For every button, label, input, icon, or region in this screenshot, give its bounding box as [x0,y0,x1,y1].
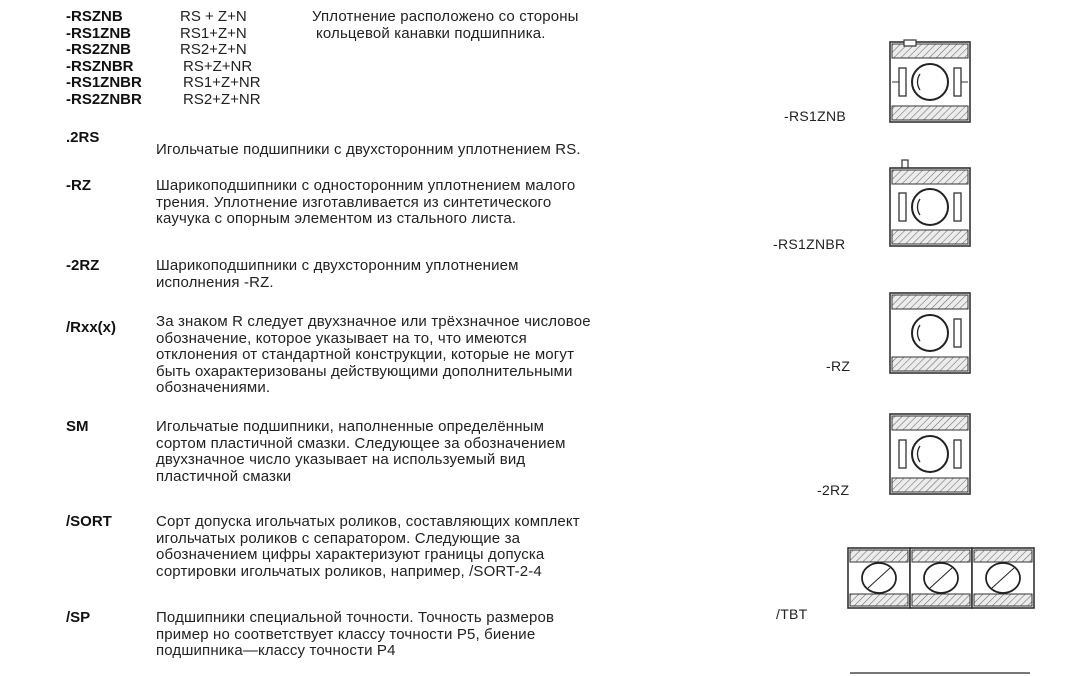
entry-description [156,514,580,580]
figure-caption: -2RZ [817,482,850,498]
entry-line: Игольчатые подшипники, наполненные определённым [156,418,545,435]
figure-caption: -RS1ZNBR [773,236,846,252]
entry-line: Шарикоподшипники с односторонним уплотнением малого [156,177,576,194]
entry-code: /SORT [66,513,112,530]
entry-description [156,178,575,228]
bearing-tbt-icon [848,548,1034,610]
bearing-rs1znb-icon [890,40,970,124]
entry-line: Игольчатые подшипники с двухсторонним уплотнением RS. [156,141,581,158]
bearing-rz-icon [890,293,970,375]
entry-line: пластичной смазки [156,467,292,485]
entry-line: сортировки игольчатых роликов, например, /SORT-2-4 [156,562,542,580]
entry-line: пример но соответствует классу точности P5, биение [156,625,536,643]
entry-code: -2RZ [66,257,100,274]
bearing-2rz-icon [890,414,970,496]
header-description [312,9,579,42]
entry-code: SM [66,418,89,435]
header-mapping: RS2+Z+NR [183,90,261,108]
entry-code: .2RS [66,129,100,146]
header-code: -RSZNBR [66,57,134,75]
entry-line: двухзначное число указывает на используемый вид [156,451,526,468]
entry-description [156,419,566,485]
entry-line: Сорт допуска игольчатых роликов, составляющих комплект [156,513,580,530]
entry-line: Шарикоподшипники с двухсторонним уплотнением [156,257,519,274]
entry-line: подшипника—классу точности P4 [156,642,396,659]
entry-description [156,142,581,159]
entry-line: игольчатых роликов с сепаратором. Следующие за [156,529,521,547]
entry-line: отклонения от стандартной конструкции, которые не могут [156,346,575,363]
header-description-line: Уплотнение расположено со стороны [312,8,579,25]
header-mapping: RS2+Z+N [180,41,247,58]
entry-line: обозначениями. [156,379,271,396]
entry-description [156,258,519,291]
figure-caption: -RZ [826,358,851,374]
entry-description [156,314,591,397]
figure-caption: /TBT [776,606,808,622]
bearing-rs1znbr-icon [890,160,970,248]
divider [850,672,1030,674]
header-code: -RSZNB [66,8,123,25]
entry-line: Подшипники специальной точности. Точность размеров [156,609,555,626]
entry-line: исполнения -RZ. [156,273,274,291]
header-mapping: RS+Z+NR [183,57,253,75]
header-code: -RS2ZNBR [66,90,142,108]
header-mapping: RS1+Z+NR [183,74,261,91]
entry-code: /Rxx(x) [66,319,117,336]
header-mapping: RS + Z+N [180,8,247,25]
entry-line: обозначение, которое указывает на то, что имеются [156,329,527,347]
header-code: -RS2ZNB [66,41,132,58]
figure-caption: -RS1ZNB [784,108,846,124]
header-code: -RS1ZNBR [66,74,142,91]
entry-line: трения. Уплотнение изготавливается из синтетического [156,193,552,211]
header-description-line: кольцевой канавки подшипника. [316,24,546,42]
entry-line: За знаком R следует двухзначное или трёхзначное числовое [156,313,591,330]
header-mapping: RS1+Z+N [180,24,247,42]
entry-line: быть охарактеризованы действующими дополнительными [156,362,573,380]
entry-description [156,610,554,660]
entry-line: сортом пластичной смазки. Следующее за обозначением [156,434,566,452]
header-code: -RS1ZNB [66,24,132,42]
header-mappings [180,9,261,108]
entry-line: каучука с опорным элементом из стального листа. [156,210,517,227]
entry-code: /SP [66,609,91,626]
entry-code: -RZ [66,177,91,194]
entry-line: обозначением цифры характеризуют границы допуска [156,546,545,563]
header-codes [66,9,142,108]
